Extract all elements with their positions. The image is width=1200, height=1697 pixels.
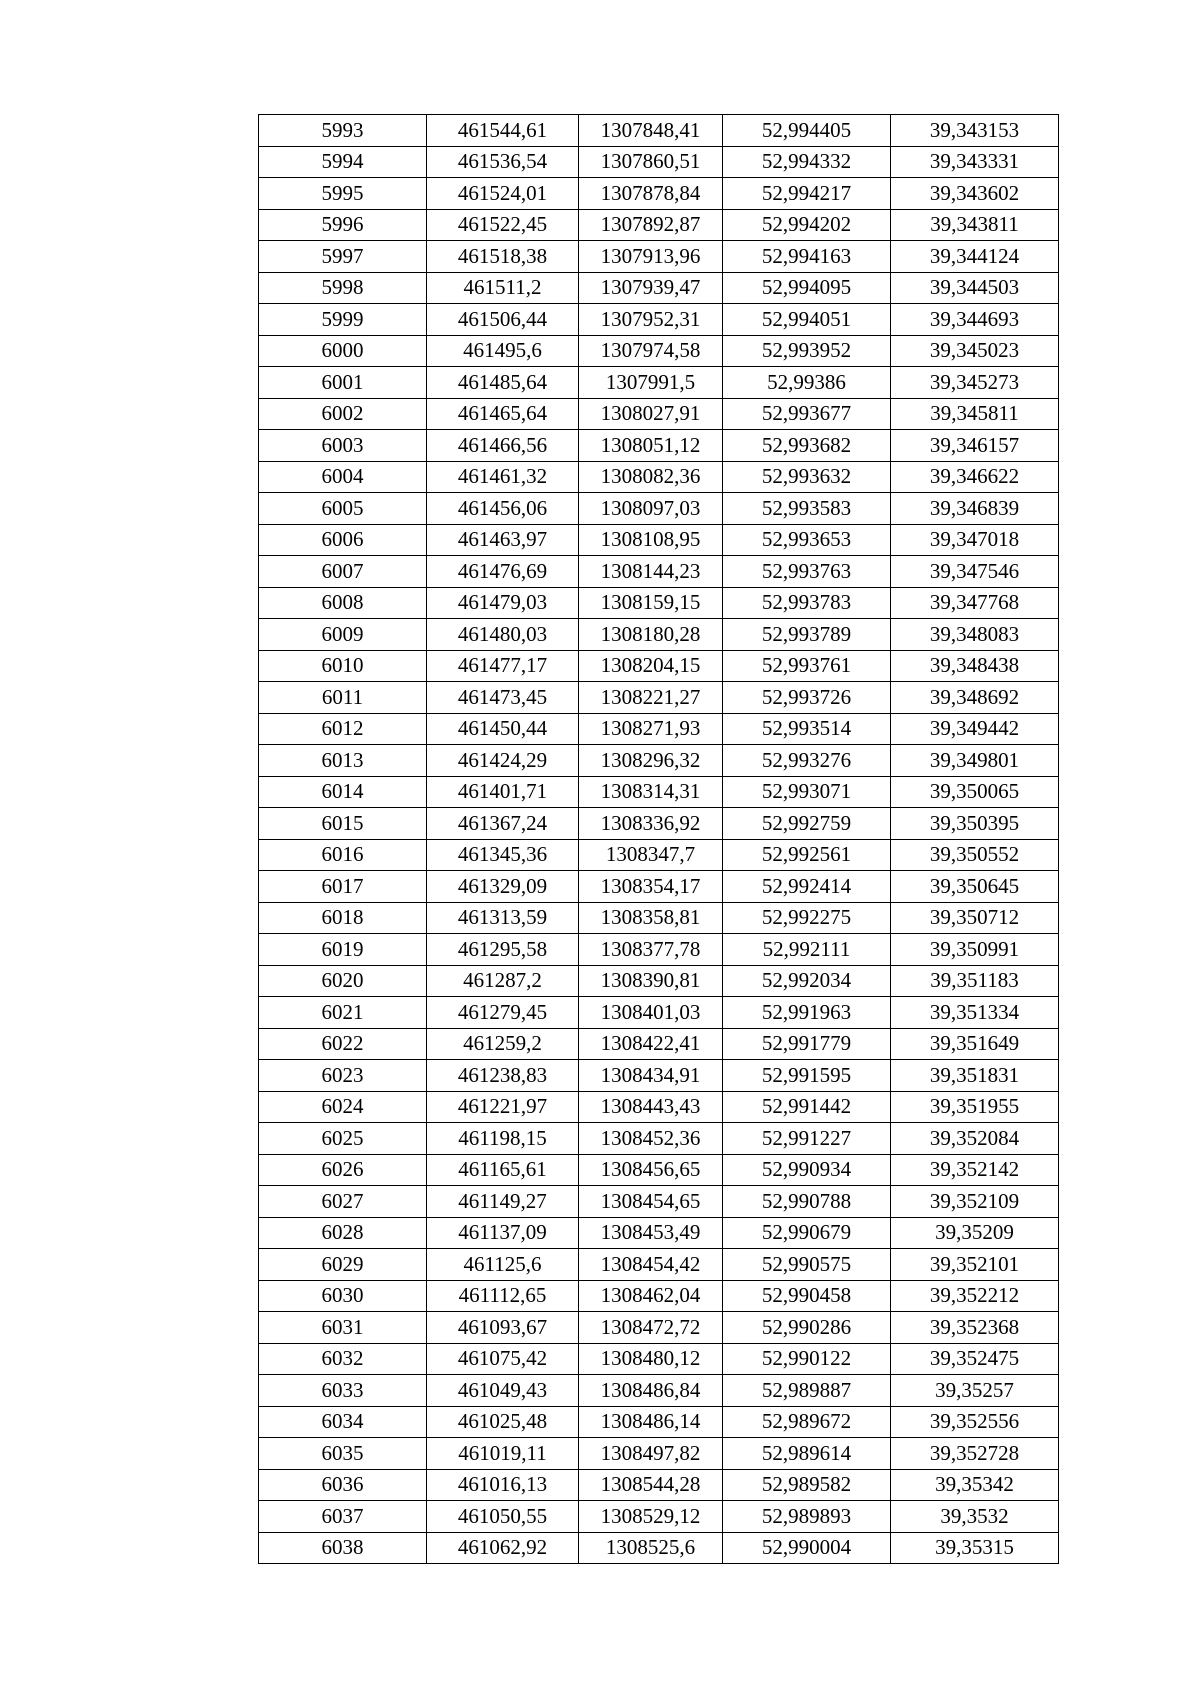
y-coordinate-cell: 1308452,36 <box>579 1123 723 1155</box>
latitude-cell: 52,989887 <box>723 1375 891 1407</box>
y-coordinate-cell: 1308336,92 <box>579 808 723 840</box>
longitude-cell: 39,343811 <box>891 209 1059 241</box>
y-coordinate-cell: 1307913,96 <box>579 241 723 273</box>
y-coordinate-cell: 1307860,51 <box>579 146 723 178</box>
x-coordinate-cell: 461295,58 <box>427 934 579 966</box>
latitude-cell: 52,993761 <box>723 650 891 682</box>
x-coordinate-cell: 461495,6 <box>427 335 579 367</box>
point-number-cell: 6010 <box>259 650 427 682</box>
longitude-cell: 39,352212 <box>891 1280 1059 1312</box>
longitude-cell: 39,352728 <box>891 1438 1059 1470</box>
x-coordinate-cell: 461518,38 <box>427 241 579 273</box>
table-row <box>259 587 1059 619</box>
x-coordinate-cell: 461524,01 <box>427 178 579 210</box>
y-coordinate-cell: 1308296,32 <box>579 745 723 777</box>
y-coordinate-cell: 1308354,17 <box>579 871 723 903</box>
longitude-cell: 39,346839 <box>891 493 1059 525</box>
longitude-cell: 39,345023 <box>891 335 1059 367</box>
longitude-cell: 39,352556 <box>891 1406 1059 1438</box>
point-number-cell: 6034 <box>259 1406 427 1438</box>
y-coordinate-cell: 1308486,84 <box>579 1375 723 1407</box>
x-coordinate-cell: 461093,67 <box>427 1312 579 1344</box>
latitude-cell: 52,993677 <box>723 398 891 430</box>
table-row <box>259 1249 1059 1281</box>
y-coordinate-cell: 1308108,95 <box>579 524 723 556</box>
y-coordinate-cell: 1308454,65 <box>579 1186 723 1218</box>
table-row <box>259 997 1059 1029</box>
x-coordinate-cell: 461511,2 <box>427 272 579 304</box>
point-number-cell: 6038 <box>259 1532 427 1564</box>
y-coordinate-cell: 1308462,04 <box>579 1280 723 1312</box>
latitude-cell: 52,994332 <box>723 146 891 178</box>
x-coordinate-cell: 461259,2 <box>427 1028 579 1060</box>
latitude-cell: 52,994405 <box>723 115 891 147</box>
table-row <box>259 650 1059 682</box>
x-coordinate-cell: 461198,15 <box>427 1123 579 1155</box>
y-coordinate-cell: 1308529,12 <box>579 1501 723 1533</box>
y-coordinate-cell: 1308453,49 <box>579 1217 723 1249</box>
table-row <box>259 902 1059 934</box>
y-coordinate-cell: 1308443,43 <box>579 1091 723 1123</box>
table-row <box>259 1406 1059 1438</box>
latitude-cell: 52,994217 <box>723 178 891 210</box>
longitude-cell: 39,352084 <box>891 1123 1059 1155</box>
x-coordinate-cell: 461345,36 <box>427 839 579 871</box>
y-coordinate-cell: 1308456,65 <box>579 1154 723 1186</box>
x-coordinate-cell: 461165,61 <box>427 1154 579 1186</box>
longitude-cell: 39,343602 <box>891 178 1059 210</box>
x-coordinate-cell: 461456,06 <box>427 493 579 525</box>
longitude-cell: 39,345811 <box>891 398 1059 430</box>
y-coordinate-cell: 1308159,15 <box>579 587 723 619</box>
longitude-cell: 39,351183 <box>891 965 1059 997</box>
longitude-cell: 39,35257 <box>891 1375 1059 1407</box>
table-row <box>259 1186 1059 1218</box>
latitude-cell: 52,994051 <box>723 304 891 336</box>
x-coordinate-cell: 461450,44 <box>427 713 579 745</box>
longitude-cell: 39,352475 <box>891 1343 1059 1375</box>
y-coordinate-cell: 1308454,42 <box>579 1249 723 1281</box>
table-row <box>259 556 1059 588</box>
x-coordinate-cell: 461466,56 <box>427 430 579 462</box>
table-row <box>259 115 1059 147</box>
longitude-cell: 39,347546 <box>891 556 1059 588</box>
latitude-cell: 52,992414 <box>723 871 891 903</box>
table-row <box>259 209 1059 241</box>
latitude-cell: 52,993514 <box>723 713 891 745</box>
point-number-cell: 6031 <box>259 1312 427 1344</box>
latitude-cell: 52,994163 <box>723 241 891 273</box>
table-row <box>259 934 1059 966</box>
x-coordinate-cell: 461221,97 <box>427 1091 579 1123</box>
table-row <box>259 272 1059 304</box>
table-row <box>259 493 1059 525</box>
longitude-cell: 39,349442 <box>891 713 1059 745</box>
point-number-cell: 6033 <box>259 1375 427 1407</box>
longitude-cell: 39,343331 <box>891 146 1059 178</box>
longitude-cell: 39,345273 <box>891 367 1059 399</box>
latitude-cell: 52,993783 <box>723 587 891 619</box>
x-coordinate-cell: 461313,59 <box>427 902 579 934</box>
longitude-cell: 39,350645 <box>891 871 1059 903</box>
y-coordinate-cell: 1308271,93 <box>579 713 723 745</box>
x-coordinate-cell: 461287,2 <box>427 965 579 997</box>
latitude-cell: 52,991442 <box>723 1091 891 1123</box>
y-coordinate-cell: 1308401,03 <box>579 997 723 1029</box>
y-coordinate-cell: 1308377,78 <box>579 934 723 966</box>
table-row <box>259 1501 1059 1533</box>
point-number-cell: 6000 <box>259 335 427 367</box>
latitude-cell: 52,993583 <box>723 493 891 525</box>
longitude-cell: 39,348438 <box>891 650 1059 682</box>
latitude-cell: 52,994095 <box>723 272 891 304</box>
table-row <box>259 524 1059 556</box>
point-number-cell: 6025 <box>259 1123 427 1155</box>
x-coordinate-cell: 461019,11 <box>427 1438 579 1470</box>
y-coordinate-cell: 1307991,5 <box>579 367 723 399</box>
table-row <box>259 1375 1059 1407</box>
longitude-cell: 39,351955 <box>891 1091 1059 1123</box>
x-coordinate-cell: 461485,64 <box>427 367 579 399</box>
x-coordinate-cell: 461522,45 <box>427 209 579 241</box>
table-row <box>259 808 1059 840</box>
point-number-cell: 6030 <box>259 1280 427 1312</box>
point-number-cell: 6015 <box>259 808 427 840</box>
point-number-cell: 6023 <box>259 1060 427 1092</box>
longitude-cell: 39,35209 <box>891 1217 1059 1249</box>
longitude-cell: 39,350712 <box>891 902 1059 934</box>
latitude-cell: 52,994202 <box>723 209 891 241</box>
point-number-cell: 6013 <box>259 745 427 777</box>
y-coordinate-cell: 1308472,72 <box>579 1312 723 1344</box>
x-coordinate-cell: 461544,61 <box>427 115 579 147</box>
x-coordinate-cell: 461049,43 <box>427 1375 579 1407</box>
longitude-cell: 39,350065 <box>891 776 1059 808</box>
y-coordinate-cell: 1307878,84 <box>579 178 723 210</box>
latitude-cell: 52,990679 <box>723 1217 891 1249</box>
y-coordinate-cell: 1308314,31 <box>579 776 723 808</box>
longitude-cell: 39,350552 <box>891 839 1059 871</box>
x-coordinate-cell: 461477,17 <box>427 650 579 682</box>
x-coordinate-cell: 461479,03 <box>427 587 579 619</box>
point-number-cell: 5995 <box>259 178 427 210</box>
latitude-cell: 52,993632 <box>723 461 891 493</box>
latitude-cell: 52,989614 <box>723 1438 891 1470</box>
point-number-cell: 6009 <box>259 619 427 651</box>
point-number-cell: 6004 <box>259 461 427 493</box>
latitude-cell: 52,993763 <box>723 556 891 588</box>
point-number-cell: 6020 <box>259 965 427 997</box>
table-row <box>259 871 1059 903</box>
table-row <box>259 1091 1059 1123</box>
table-row <box>259 335 1059 367</box>
table-row <box>259 1217 1059 1249</box>
table-row <box>259 178 1059 210</box>
x-coordinate-cell: 461112,65 <box>427 1280 579 1312</box>
latitude-cell: 52,993726 <box>723 682 891 714</box>
latitude-cell: 52,991595 <box>723 1060 891 1092</box>
point-number-cell: 6016 <box>259 839 427 871</box>
latitude-cell: 52,992561 <box>723 839 891 871</box>
longitude-cell: 39,344124 <box>891 241 1059 273</box>
table-row <box>259 1469 1059 1501</box>
y-coordinate-cell: 1308358,81 <box>579 902 723 934</box>
table-row <box>259 1123 1059 1155</box>
longitude-cell: 39,350991 <box>891 934 1059 966</box>
x-coordinate-cell: 461401,71 <box>427 776 579 808</box>
table-row <box>259 1060 1059 1092</box>
point-number-cell: 6028 <box>259 1217 427 1249</box>
y-coordinate-cell: 1308144,23 <box>579 556 723 588</box>
point-number-cell: 6029 <box>259 1249 427 1281</box>
x-coordinate-cell: 461238,83 <box>427 1060 579 1092</box>
point-number-cell: 6021 <box>259 997 427 1029</box>
point-number-cell: 6017 <box>259 871 427 903</box>
table-row <box>259 682 1059 714</box>
point-number-cell: 6008 <box>259 587 427 619</box>
x-coordinate-cell: 461506,44 <box>427 304 579 336</box>
table-row <box>259 1532 1059 1564</box>
longitude-cell: 39,347768 <box>891 587 1059 619</box>
point-number-cell: 6032 <box>259 1343 427 1375</box>
table-row <box>259 304 1059 336</box>
y-coordinate-cell: 1307848,41 <box>579 115 723 147</box>
y-coordinate-cell: 1308390,81 <box>579 965 723 997</box>
table-row <box>259 1343 1059 1375</box>
longitude-cell: 39,352109 <box>891 1186 1059 1218</box>
longitude-cell: 39,348083 <box>891 619 1059 651</box>
point-number-cell: 6026 <box>259 1154 427 1186</box>
longitude-cell: 39,350395 <box>891 808 1059 840</box>
x-coordinate-cell: 461461,32 <box>427 461 579 493</box>
y-coordinate-cell: 1308497,82 <box>579 1438 723 1470</box>
x-coordinate-cell: 461476,69 <box>427 556 579 588</box>
point-number-cell: 5994 <box>259 146 427 178</box>
table-row <box>259 965 1059 997</box>
point-number-cell: 6012 <box>259 713 427 745</box>
y-coordinate-cell: 1307952,31 <box>579 304 723 336</box>
point-number-cell: 6036 <box>259 1469 427 1501</box>
longitude-cell: 39,344503 <box>891 272 1059 304</box>
y-coordinate-cell: 1308480,12 <box>579 1343 723 1375</box>
point-number-cell: 5999 <box>259 304 427 336</box>
table-row <box>259 367 1059 399</box>
latitude-cell: 52,992275 <box>723 902 891 934</box>
point-number-cell: 6035 <box>259 1438 427 1470</box>
point-number-cell: 6001 <box>259 367 427 399</box>
latitude-cell: 52,993276 <box>723 745 891 777</box>
latitude-cell: 52,993682 <box>723 430 891 462</box>
latitude-cell: 52,991779 <box>723 1028 891 1060</box>
x-coordinate-cell: 461149,27 <box>427 1186 579 1218</box>
latitude-cell: 52,992111 <box>723 934 891 966</box>
point-number-cell: 6024 <box>259 1091 427 1123</box>
table-row <box>259 619 1059 651</box>
latitude-cell: 52,993653 <box>723 524 891 556</box>
coordinates-table <box>258 114 1059 1564</box>
table-row <box>259 776 1059 808</box>
y-coordinate-cell: 1308082,36 <box>579 461 723 493</box>
point-number-cell: 5998 <box>259 272 427 304</box>
point-number-cell: 6011 <box>259 682 427 714</box>
point-number-cell: 5996 <box>259 209 427 241</box>
longitude-cell: 39,351831 <box>891 1060 1059 1092</box>
y-coordinate-cell: 1308097,03 <box>579 493 723 525</box>
latitude-cell: 52,991963 <box>723 997 891 1029</box>
table-row <box>259 398 1059 430</box>
latitude-cell: 52,990122 <box>723 1343 891 1375</box>
x-coordinate-cell: 461473,45 <box>427 682 579 714</box>
point-number-cell: 6003 <box>259 430 427 462</box>
point-number-cell: 6014 <box>259 776 427 808</box>
latitude-cell: 52,990004 <box>723 1532 891 1564</box>
latitude-cell: 52,989582 <box>723 1469 891 1501</box>
y-coordinate-cell: 1307974,58 <box>579 335 723 367</box>
x-coordinate-cell: 461279,45 <box>427 997 579 1029</box>
table-row <box>259 1438 1059 1470</box>
y-coordinate-cell: 1308486,14 <box>579 1406 723 1438</box>
y-coordinate-cell: 1308544,28 <box>579 1469 723 1501</box>
latitude-cell: 52,993952 <box>723 335 891 367</box>
y-coordinate-cell: 1307939,47 <box>579 272 723 304</box>
y-coordinate-cell: 1308347,7 <box>579 839 723 871</box>
x-coordinate-cell: 461367,24 <box>427 808 579 840</box>
x-coordinate-cell: 461465,64 <box>427 398 579 430</box>
longitude-cell: 39,348692 <box>891 682 1059 714</box>
x-coordinate-cell: 461424,29 <box>427 745 579 777</box>
table-row <box>259 1154 1059 1186</box>
x-coordinate-cell: 461536,54 <box>427 146 579 178</box>
latitude-cell: 52,990575 <box>723 1249 891 1281</box>
latitude-cell: 52,989893 <box>723 1501 891 1533</box>
x-coordinate-cell: 461062,92 <box>427 1532 579 1564</box>
latitude-cell: 52,992759 <box>723 808 891 840</box>
point-number-cell: 6005 <box>259 493 427 525</box>
longitude-cell: 39,35315 <box>891 1532 1059 1564</box>
x-coordinate-cell: 461050,55 <box>427 1501 579 1533</box>
latitude-cell: 52,990286 <box>723 1312 891 1344</box>
longitude-cell: 39,352142 <box>891 1154 1059 1186</box>
point-number-cell: 6019 <box>259 934 427 966</box>
longitude-cell: 39,346622 <box>891 461 1059 493</box>
x-coordinate-cell: 461463,97 <box>427 524 579 556</box>
y-coordinate-cell: 1307892,87 <box>579 209 723 241</box>
y-coordinate-cell: 1308051,12 <box>579 430 723 462</box>
table-row <box>259 461 1059 493</box>
latitude-cell: 52,990788 <box>723 1186 891 1218</box>
latitude-cell: 52,990458 <box>723 1280 891 1312</box>
longitude-cell: 39,344693 <box>891 304 1059 336</box>
longitude-cell: 39,346157 <box>891 430 1059 462</box>
longitude-cell: 39,352101 <box>891 1249 1059 1281</box>
x-coordinate-cell: 461125,6 <box>427 1249 579 1281</box>
table-row <box>259 1028 1059 1060</box>
latitude-cell: 52,991227 <box>723 1123 891 1155</box>
point-number-cell: 5997 <box>259 241 427 273</box>
y-coordinate-cell: 1308027,91 <box>579 398 723 430</box>
longitude-cell: 39,343153 <box>891 115 1059 147</box>
point-number-cell: 6002 <box>259 398 427 430</box>
x-coordinate-cell: 461025,48 <box>427 1406 579 1438</box>
point-number-cell: 6027 <box>259 1186 427 1218</box>
latitude-cell: 52,990934 <box>723 1154 891 1186</box>
y-coordinate-cell: 1308422,41 <box>579 1028 723 1060</box>
table-row <box>259 713 1059 745</box>
longitude-cell: 39,351649 <box>891 1028 1059 1060</box>
point-number-cell: 6037 <box>259 1501 427 1533</box>
coordinates-table-body <box>259 115 1059 1564</box>
table-row <box>259 146 1059 178</box>
longitude-cell: 39,349801 <box>891 745 1059 777</box>
y-coordinate-cell: 1308204,15 <box>579 650 723 682</box>
y-coordinate-cell: 1308221,27 <box>579 682 723 714</box>
point-number-cell: 6006 <box>259 524 427 556</box>
x-coordinate-cell: 461016,13 <box>427 1469 579 1501</box>
point-number-cell: 6007 <box>259 556 427 588</box>
longitude-cell: 39,35342 <box>891 1469 1059 1501</box>
latitude-cell: 52,99386 <box>723 367 891 399</box>
table-row <box>259 430 1059 462</box>
latitude-cell: 52,993071 <box>723 776 891 808</box>
x-coordinate-cell: 461329,09 <box>427 871 579 903</box>
y-coordinate-cell: 1308434,91 <box>579 1060 723 1092</box>
point-number-cell: 6022 <box>259 1028 427 1060</box>
x-coordinate-cell: 461480,03 <box>427 619 579 651</box>
table-row <box>259 745 1059 777</box>
x-coordinate-cell: 461137,09 <box>427 1217 579 1249</box>
latitude-cell: 52,989672 <box>723 1406 891 1438</box>
latitude-cell: 52,992034 <box>723 965 891 997</box>
latitude-cell: 52,993789 <box>723 619 891 651</box>
longitude-cell: 39,347018 <box>891 524 1059 556</box>
y-coordinate-cell: 1308180,28 <box>579 619 723 651</box>
longitude-cell: 39,352368 <box>891 1312 1059 1344</box>
point-number-cell: 5993 <box>259 115 427 147</box>
x-coordinate-cell: 461075,42 <box>427 1343 579 1375</box>
longitude-cell: 39,3532 <box>891 1501 1059 1533</box>
table-row <box>259 839 1059 871</box>
table-row <box>259 1280 1059 1312</box>
y-coordinate-cell: 1308525,6 <box>579 1532 723 1564</box>
point-number-cell: 6018 <box>259 902 427 934</box>
longitude-cell: 39,351334 <box>891 997 1059 1029</box>
table-row <box>259 241 1059 273</box>
table-row <box>259 1312 1059 1344</box>
